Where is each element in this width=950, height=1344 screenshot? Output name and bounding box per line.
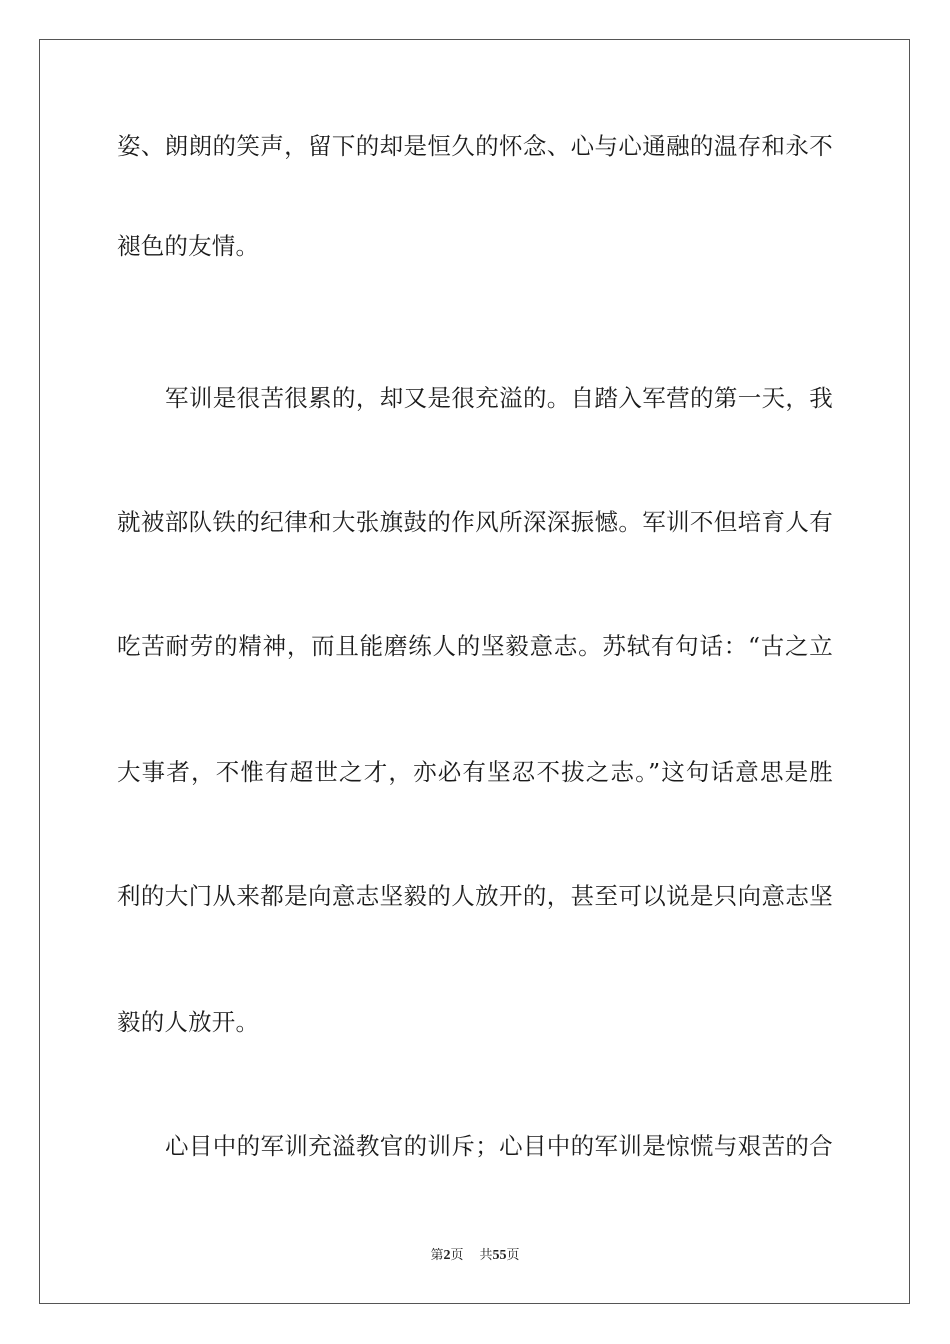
text-line-5: 吃苦耐劳的精神，而且能磨练人的坚毅意志。苏轼有句话：“古之立 [117, 632, 833, 660]
text-line-1: 姿、朗朗的笑声，留下的却是恒久的怀念、心与心通融的温存和永不 [117, 132, 833, 160]
page-border [39, 39, 910, 1304]
text-line-7: 利的大门从来都是向意志坚毅的人放开的，甚至可以说是只向意志坚 [117, 882, 833, 910]
page-prefix: 第 [430, 1248, 444, 1263]
text-line-4: 就被部队铁的纪律和大张旗鼓的作风所深深振憾。军训不但培育人有 [117, 508, 833, 536]
text-line-6: 大事者，不惟有超世之才，亦必有坚忍不拔之志。”这句话意思是胜 [117, 758, 833, 786]
text-line-9: 心目中的军训充溢教官的训斥；心目中的军训是惊慌与艰苦的合 [165, 1132, 833, 1160]
page-footer [0, 1247, 950, 1265]
total-prefix: 共 [479, 1248, 493, 1263]
text-line-8: 毅的人放开。 [117, 1008, 260, 1036]
total-suffix: 页 [506, 1248, 520, 1263]
page-number: 2 [443, 1248, 451, 1263]
text-line-3: 军训是很苦很累的，却又是很充溢的。自踏入军营的第一天，我 [165, 384, 833, 412]
total-pages: 55 [492, 1248, 507, 1263]
text-line-2: 褪色的友情。 [117, 232, 260, 260]
page-suffix: 页 [450, 1248, 464, 1263]
